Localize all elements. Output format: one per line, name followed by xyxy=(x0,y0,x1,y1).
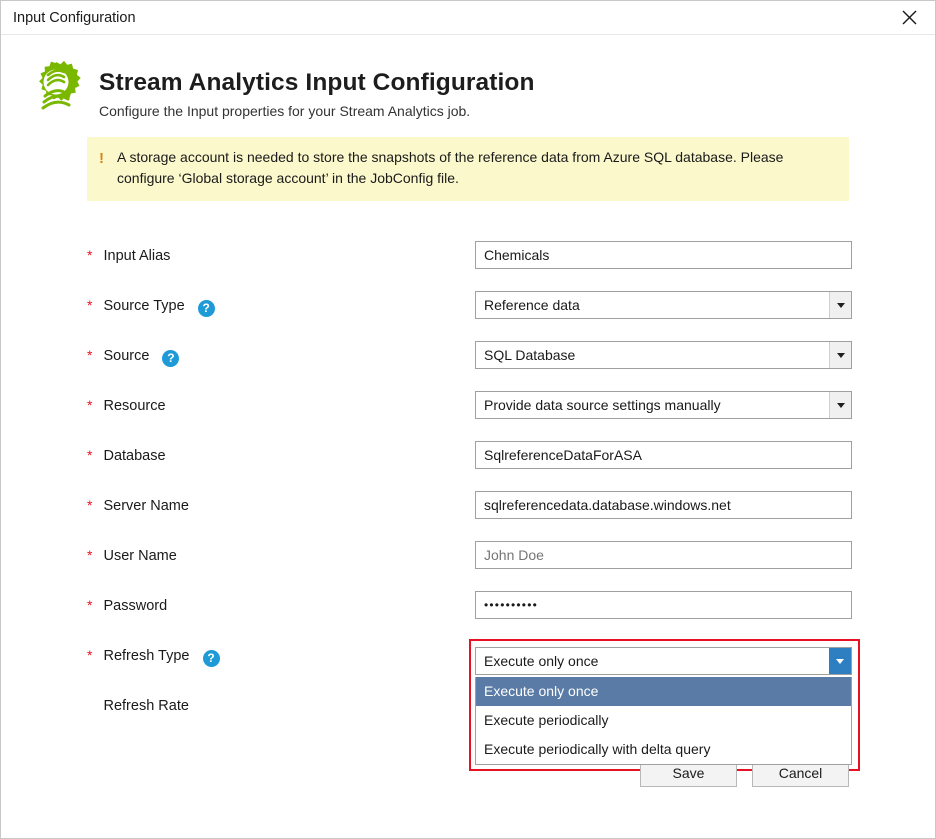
form-row-source-type xyxy=(1,283,936,333)
user-name-input[interactable] xyxy=(475,541,852,569)
database-input[interactable] xyxy=(475,441,852,469)
chevron-down-icon[interactable] xyxy=(829,648,851,674)
field-label: Database xyxy=(103,448,166,464)
chevron-down-icon[interactable] xyxy=(829,342,851,368)
stream-analytics-gear-icon xyxy=(27,57,85,115)
required-asterisk: * xyxy=(87,447,93,463)
label-resource xyxy=(87,397,166,414)
exclamation-icon: ! xyxy=(99,150,104,167)
source-select[interactable] xyxy=(475,341,852,369)
required-asterisk: * xyxy=(87,597,93,613)
label-password xyxy=(87,597,167,614)
field-label: Source xyxy=(103,348,150,364)
form-row-source xyxy=(1,333,936,383)
required-asterisk: * xyxy=(87,397,93,413)
label-refresh-type xyxy=(87,647,220,667)
label-refresh-rate xyxy=(87,697,189,714)
label-input-alias xyxy=(87,247,170,264)
required-asterisk: * xyxy=(87,347,93,363)
source-type-value: Reference data xyxy=(484,297,580,313)
label-user-name xyxy=(87,547,177,564)
chevron-down-icon[interactable] xyxy=(829,392,851,418)
form-row-database xyxy=(1,433,936,483)
source-type-select[interactable] xyxy=(475,291,852,319)
help-icon[interactable]: ? xyxy=(162,350,179,367)
help-icon[interactable]: ? xyxy=(203,650,220,667)
required-asterisk: * xyxy=(87,297,93,313)
field-label: Refresh Type xyxy=(103,648,190,664)
refresh-type-select[interactable] xyxy=(475,647,852,675)
field-label: Server Name xyxy=(103,498,189,514)
refresh-type-option-execute-periodically[interactable]: Execute periodically xyxy=(484,712,609,728)
form-row-server-name xyxy=(1,483,936,533)
required-asterisk: * xyxy=(87,547,93,563)
resource-select[interactable] xyxy=(475,391,852,419)
input-alias-input[interactable] xyxy=(475,241,852,269)
required-asterisk: * xyxy=(87,497,93,513)
label-source-type xyxy=(87,297,215,317)
cancel-button[interactable]: Cancel xyxy=(752,759,849,787)
field-label: Resource xyxy=(103,398,166,414)
label-source xyxy=(87,347,179,367)
field-label: Refresh Rate xyxy=(103,698,189,714)
password-input[interactable] xyxy=(475,591,852,619)
server-name-input[interactable] xyxy=(475,491,852,519)
form-row-password xyxy=(1,583,936,633)
refresh-type-options-list[interactable] xyxy=(475,677,852,765)
window-title: Input Configuration xyxy=(13,10,136,26)
save-button[interactable]: Save xyxy=(640,759,737,787)
field-label: User Name xyxy=(103,548,177,564)
required-asterisk: * xyxy=(87,647,93,663)
warning-text: A storage account is needed to store the snapshots of the reference data from Azure SQL database. Please configure ‘Global storage account’ in the JobConfig file. xyxy=(117,149,784,186)
form-row-user-name xyxy=(1,533,936,583)
title-bar xyxy=(1,1,935,35)
source-value: SQL Database xyxy=(484,347,576,363)
dialog-header xyxy=(1,35,936,125)
refresh-type-option-execute-periodically-delta[interactable]: Execute periodically with delta query xyxy=(484,741,711,757)
page-subtitle: Configure the Input properties for your Stream Analytics job. xyxy=(99,103,471,119)
label-database xyxy=(87,447,166,464)
field-label: Password xyxy=(103,598,168,614)
form-row-input-alias xyxy=(1,233,936,283)
chevron-down-icon[interactable] xyxy=(829,292,851,318)
warning-banner xyxy=(87,137,849,201)
required-asterisk: * xyxy=(87,247,93,263)
page-title: Stream Analytics Input Configuration xyxy=(99,69,535,96)
field-label: Source Type xyxy=(103,298,185,314)
field-label: Input Alias xyxy=(103,248,171,264)
refresh-type-value: Execute only once xyxy=(484,653,599,669)
resource-value: Provide data source settings manually xyxy=(484,397,721,413)
refresh-type-option-execute-only-once[interactable]: Execute only once xyxy=(476,677,851,706)
form-row-resource xyxy=(1,383,936,433)
help-icon[interactable]: ? xyxy=(198,300,215,317)
close-icon[interactable] xyxy=(887,1,931,34)
label-server-name xyxy=(87,497,189,514)
